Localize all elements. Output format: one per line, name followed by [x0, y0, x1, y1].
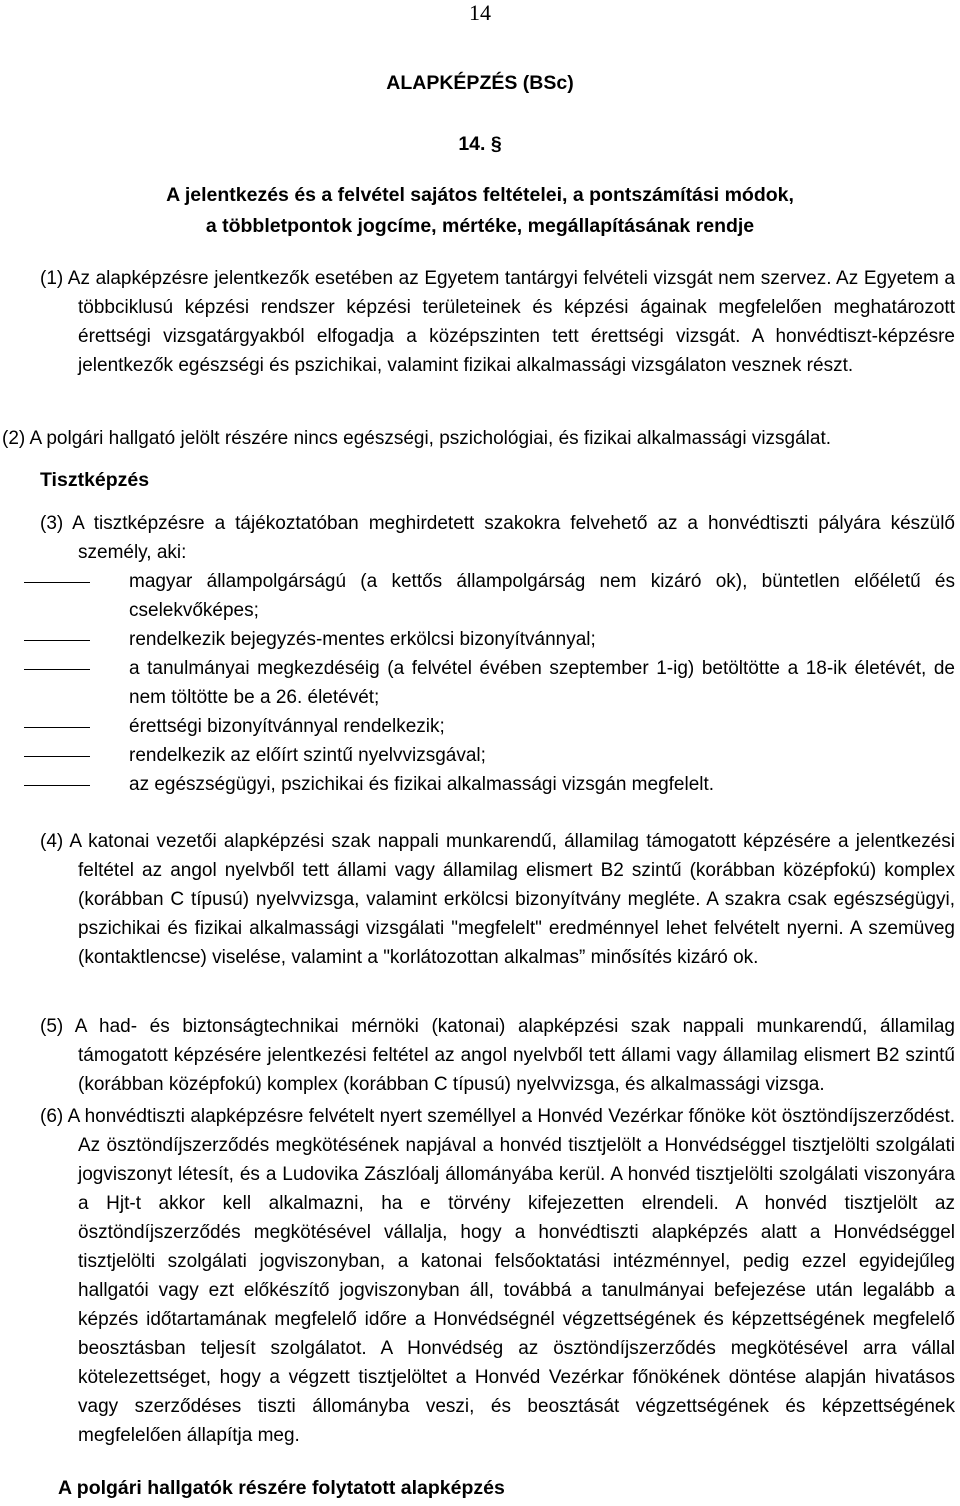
section-subtitle-line-2: a többletpontok jogcíme, mértéke, megállapításának rendje — [205, 215, 755, 237]
paragraph-1: (1) Az alapképzésre jelentkezők esetében az Egyetem tantárgyi felvételi vizsgát nem szervez. Az Egyetem a többciklusú képzési rendszer képzési területeinek és képzési ágainak megfelelően meghatározott érettségi vizsgatárgyakból elfogadja a középszinten tett érettségi vizsgát. A honvédtiszt-képzésre jelentkezők egészségi és pszichikai, valamint fizikai alkalmassági vizsgálaton vesznek részt. — [40, 268, 955, 376]
dash-bullet-icon — [24, 669, 90, 670]
dash-bullet-icon — [24, 582, 90, 583]
list-item-text: az egészségügyi, pszichikai és fizikai alkalmassági vizsgán megfelelt. — [129, 774, 715, 795]
paragraph-2: (2) A polgári hallgató jelölt részére nincs egészségi, pszichológiai, és fizikai alkalmassági vizsgálat. — [2, 428, 832, 449]
section-heading-tisztkepzes: Tisztképzés — [40, 469, 150, 491]
dash-bullet-icon — [24, 785, 90, 786]
list-item — [0, 654, 960, 712]
list-item — [0, 567, 960, 625]
list-item-text: rendelkezik az előírt szintű nyelvvizsgával; — [129, 745, 486, 766]
list-item-text: magyar állampolgárságú (a kettős állampolgárság nem kizáró ok), büntetlen előéletű és cselekvőképes; — [129, 571, 955, 621]
paragraph-3: (3) A tisztképzésre a tájékoztatóban meghirdetett szakokra felvehető az a honvédtiszti pályára készülő személy, aki: — [40, 513, 955, 563]
list-item — [0, 770, 960, 799]
list-item-text: érettségi bizonyítvánnyal rendelkezik; — [129, 716, 445, 737]
section-heading-polgari: A polgári hallgatók részére folytatott alapképzés — [58, 1477, 505, 1499]
list-item — [0, 625, 960, 654]
list-item — [0, 712, 960, 741]
list-item — [0, 741, 960, 770]
section-number: 14. § — [458, 133, 502, 155]
paragraph-4: (4) A katonai vezetői alapképzési szak nappali munkarendű, államilag támogatott képzésére a jelentkezési feltétel az angol nyelvből tett állami vagy államilag elismert B2 szintű (korábban középfokú) komplex (korábban C típusú) nyelvvizsga, valamint erkölcsi bizonyítvány megléte. A szakra csak egészségügyi, pszichikai és fizikai alkalmassági vizsgálati "megfelelt" eredménnyel lehet felvételt nyerni. A szemüveg (kontaktlencse) viselése, valamint a "korlátozottan alkalmas” minősítés kizáró ok. — [40, 831, 955, 968]
list-item-text: rendelkezik bejegyzés-mentes erkölcsi bizonyítvánnyal; — [129, 629, 596, 650]
document-title: ALAPKÉPZÉS (BSc) — [386, 72, 574, 94]
dash-bullet-icon — [24, 756, 90, 757]
list-item-text: a tanulmányai megkezdéséig (a felvétel évében szeptember 1-ig) betöltötte a 18-ik életévét, de nem töltötte be a 26. életévét; — [129, 658, 955, 708]
dash-bullet-icon — [24, 640, 90, 641]
dash-bullet-icon — [24, 727, 90, 728]
requirements-list — [0, 567, 960, 799]
paragraph-6: (6) A honvédtiszti alapképzésre felvételt nyert személlyel a Honvéd Vezérkar főnöke köt ösztöndíjszerződést. Az ösztöndíjszerződés megkötésének napjával a honvéd tisztjelölt a Honvédséggel tisztjelölti szolgálati jogviszonyt létesít, és a Ludovika Zászlóalj állományába kerül. A honvéd tisztjelölti szolgálati viszonyára a Hjt-t akkor kell alkalmazni, ha e törvény kifejezetten elrendeli. A honvéd tisztjelölt az ösztöndíjszerződés megkötésével vállalja, hogy a honvédtiszti alapképzés alatt a Honvédséggel tisztjelölti szolgálati jogviszonyban, a katonai felsőoktatási intézménnyel, pedig ezzel egyidejűleg hallgatói vagy ezt előkészítő jogviszonyban áll, továbbá a tanulmányai befejezése után legalább a képzés időtartamának megfelelő időre a Honvédségnél végzettségének és képzettségének megfelelő beosztásban teljesít szolgálatot. A Honvédség az ösztöndíjszerződés megkötésével arra vállal kötelezettséget, hogy a végzett tisztjelöltet a Honvéd Vezérkar főnökének döntése alapján hivatásos vagy szerződéses tiszti állományba veszi, és beosztását végzettségének és képzettségének megfelelően állapítja meg. — [40, 1106, 955, 1446]
paragraph-5: (5) A had- és biztonságtechnikai mérnöki (katonai) alapképzési szak nappali munkarendű, államilag támogatott képzésére jelentkezési feltétel az angol nyelvből tett állami vagy államilag elismert B2 szintű (korábban középfokú) komplex (korábban C típusú) nyelvvizsga, és alkalmassági vizsga. — [40, 1016, 955, 1095]
page-number: 14 — [469, 0, 491, 25]
section-subtitle-line-1: A jelentkezés és a felvétel sajátos feltételei, a pontszámítási módok, — [166, 184, 794, 206]
